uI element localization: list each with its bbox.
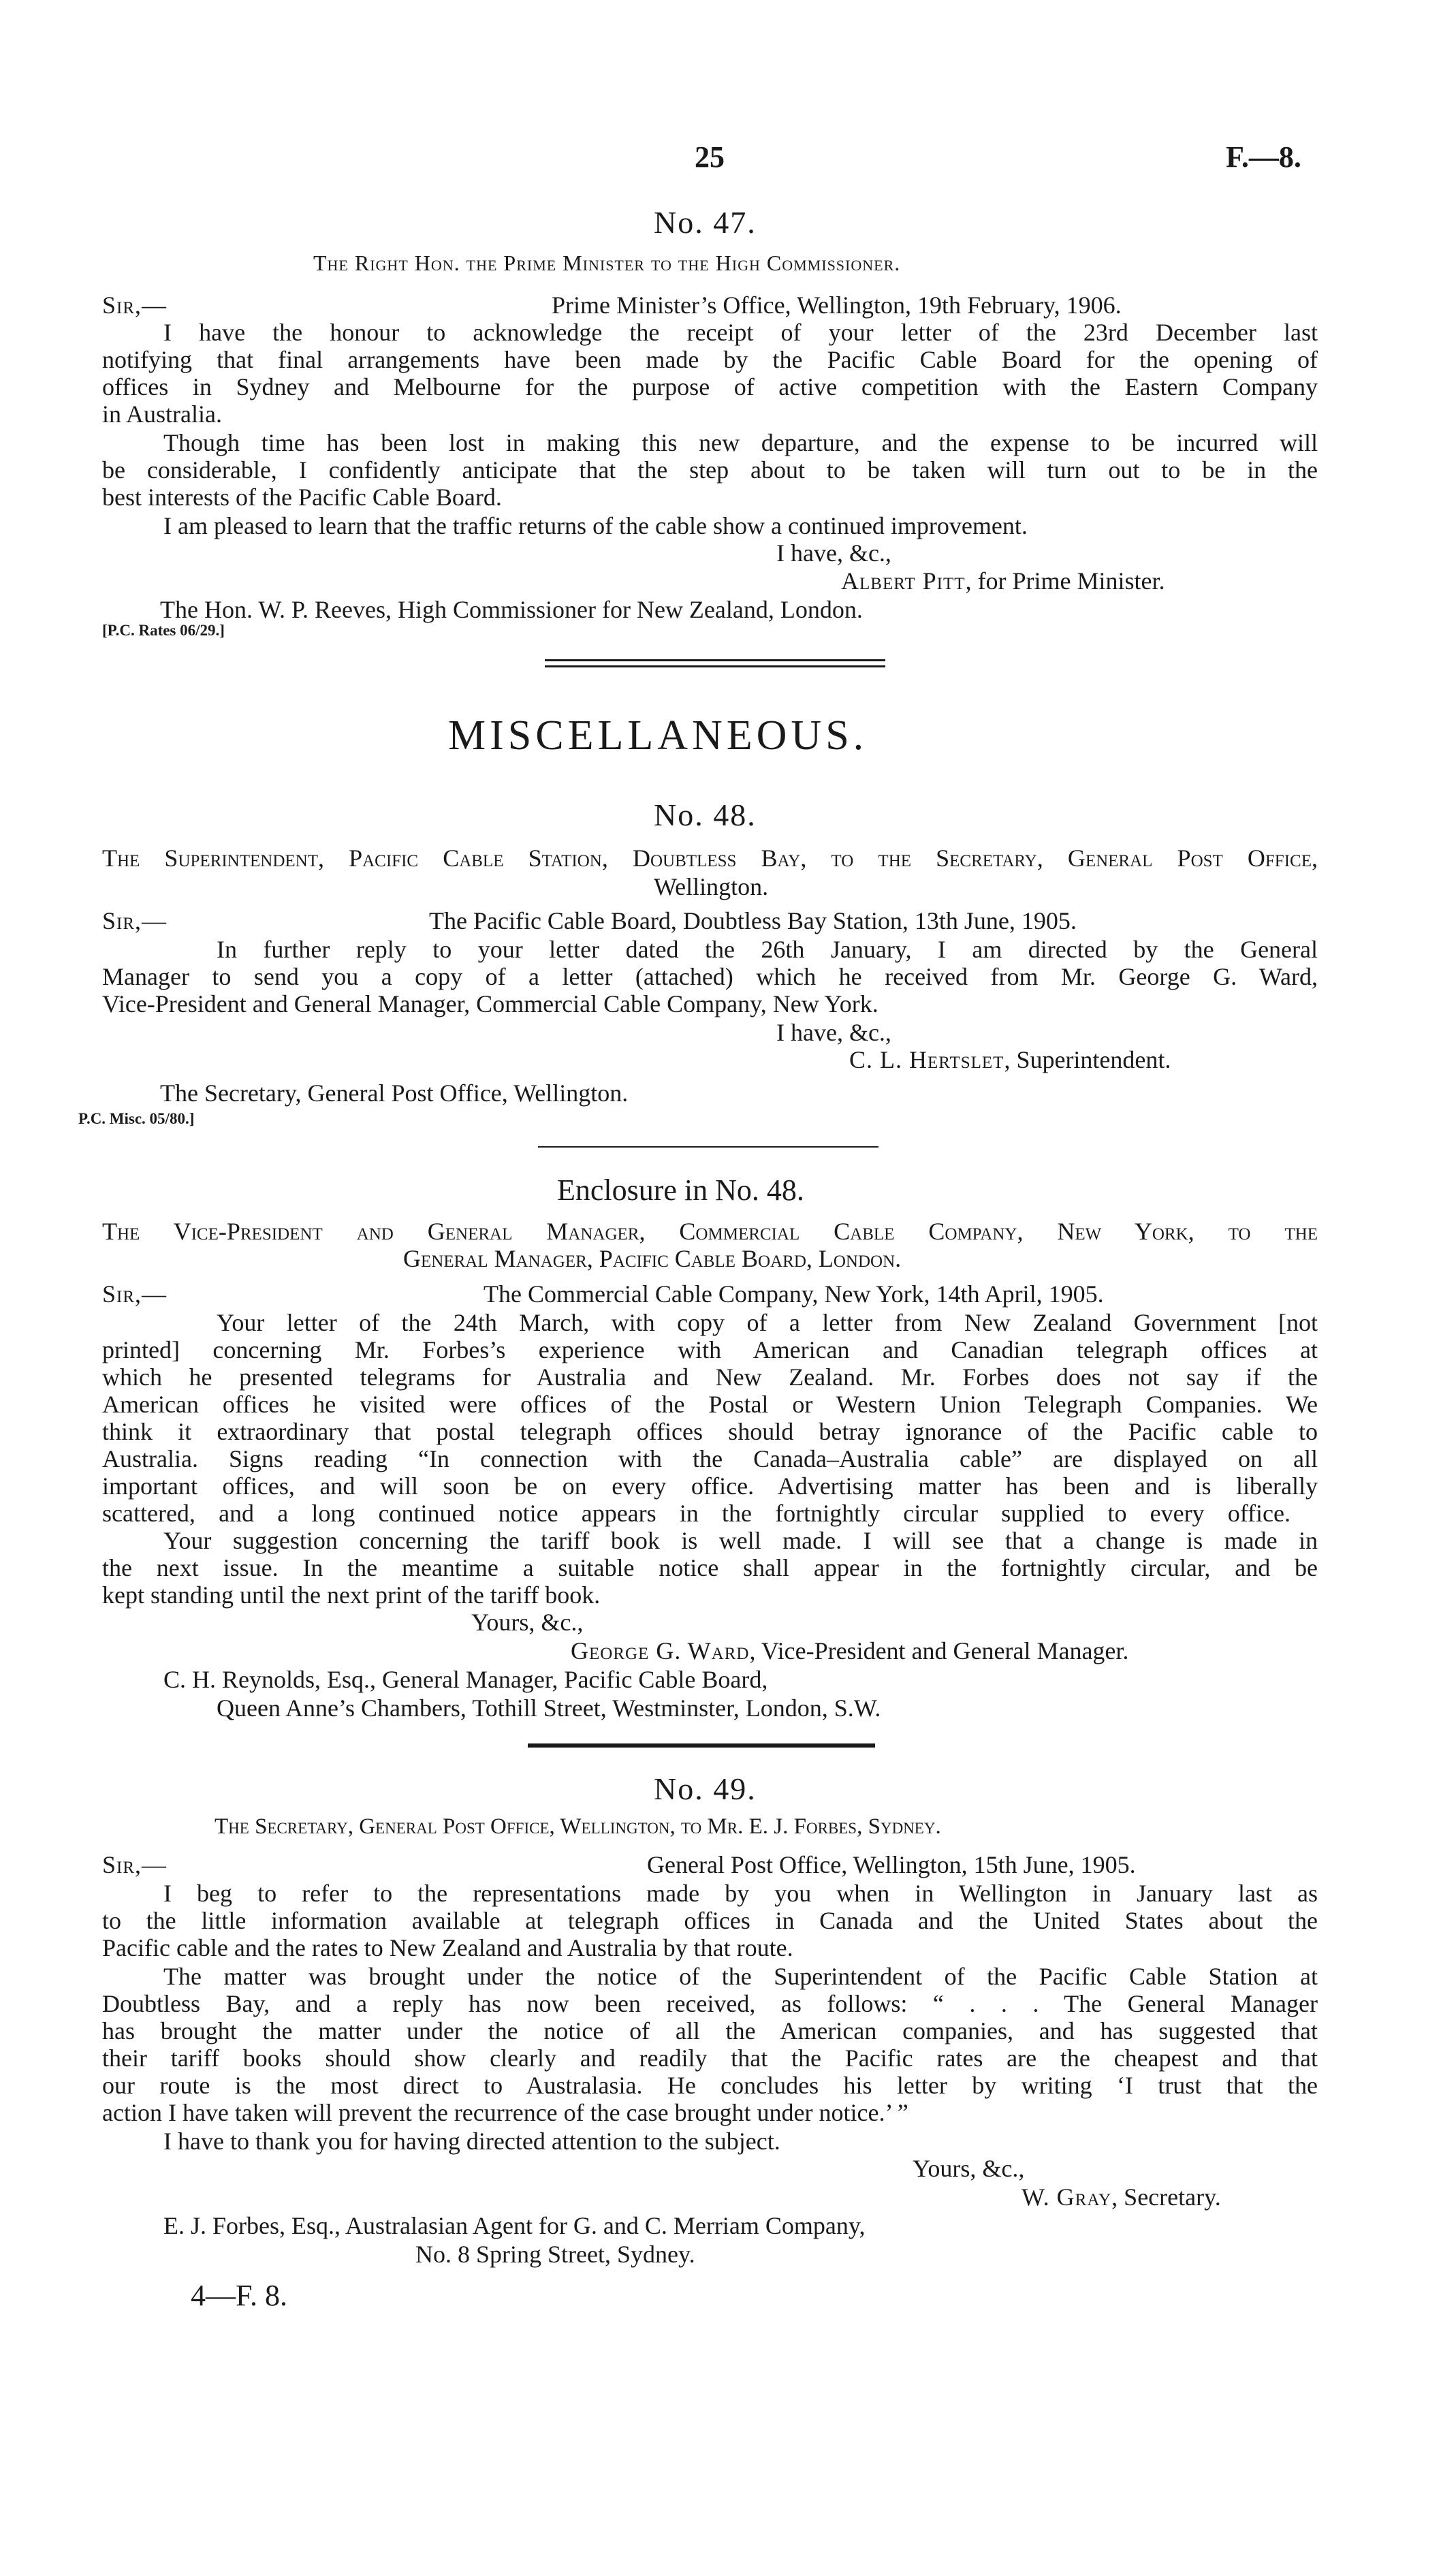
paragraph-line: think it extraordinary that postal telegraph offices should betray ignorance of the Pacific cable to [102, 1418, 1318, 1445]
addressee-no49-line2: No. 8 Spring Street, Sydney. [415, 2241, 695, 2268]
paragraph-line: Manager to send you a copy of a letter (attached) which he received from Mr. George G. Ward, [102, 963, 1318, 990]
addressee-no47: The Hon. W. P. Reeves, High Commissioner for New Zealand, London. [160, 596, 863, 623]
addressee-enclosure: C. H. Reynolds, Esq., General Manager, Pacific Cable Board, [163, 1666, 768, 1693]
addressee-enclosure-line2: Queen Anne’s Chambers, Tothill Street, Westminster, London, S.W. [217, 1694, 881, 1722]
salutation-no49: Sir,— [102, 1851, 168, 1878]
letter-from-to-no47: The Right Hon. the Prime Minister to the High Commissioner. [313, 251, 901, 275]
signature-enclosure [571, 1637, 1128, 1664]
letter-heading-no47: No. 47. [654, 205, 757, 240]
paragraph-line: kept standing until the next print of the tariff book. [102, 1581, 601, 1609]
paragraph-line: the next issue. In the meantime a suitable notice shall appear in the fortnightly circular, and be [102, 1554, 1318, 1581]
signature-name: Albert Pitt [841, 567, 966, 595]
paragraph-line: which he presented telegrams for Australia and New Zealand. Mr. Forbes does not say if the [102, 1363, 1318, 1391]
letter-heading-no49: No. 49. [654, 1771, 757, 1806]
paragraph-line: I am pleased to learn that the traffic returns of the cable show a continued improvement. [163, 512, 1028, 539]
dateline-enclosure: The Commercial Cable Company, New York, 14th April, 1905. [484, 1280, 1104, 1308]
paragraph-line: I have to thank you for having directed attention to the subject. [163, 2128, 780, 2155]
paragraph-line: our route is the most direct to Australasia. He concludes his letter by writing ‘I trust that the [102, 2072, 1318, 2099]
section-divider [545, 659, 885, 661]
paragraph-line: notifying that final arrangements have been made by the Pacific Cable Board for the opening of [102, 346, 1318, 373]
document-code: F.—8. [1226, 140, 1301, 174]
signature-no48 [849, 1046, 1171, 1073]
paragraph-line: important offices, and will soon be on every office. Advertising matter has been and is liberally [102, 1472, 1318, 1500]
enclosure-from-to-line2: General Manager, Pacific Cable Board, London. [403, 1245, 902, 1272]
signature-name: C. L. Hertslet [849, 1046, 1004, 1073]
dateline-no47: Prime Minister’s Office, Wellington, 19th February, 1906. [552, 291, 1122, 319]
section-divider [528, 1743, 875, 1748]
paragraph-line: Australia. Signs reading “In connection with the Canada–Australia cable” are displayed on all [102, 1445, 1318, 1472]
closing-no49: Yours, &c., [913, 2155, 1025, 2182]
salutation-no47: Sir,— [102, 291, 168, 319]
signature-name: George G. Ward [571, 1637, 750, 1664]
paragraph-line: their tariff books should show clearly and readily that the Pacific rates are the cheapest and that [102, 2044, 1318, 2072]
paragraph-line: be considerable, I confidently anticipate that the step about to be taken will turn out to be in the [102, 456, 1318, 484]
section-divider [545, 665, 885, 667]
section-divider [538, 1146, 879, 1148]
paragraph-line: American offices he visited were offices of the Postal or Western Union Telegraph Companies. We [102, 1391, 1318, 1418]
paragraph-line: In further reply to your letter dated the 26th January, I am directed by the General [217, 936, 1318, 963]
paragraph-line: has brought the matter under the notice of all the American companies, and has suggested that [102, 2017, 1318, 2044]
paragraph-line: Vice-President and General Manager, Commercial Cable Company, New York. [102, 990, 879, 1017]
paragraph-line: Your suggestion concerning the tariff book is well made. I will see that a change is made in [163, 1527, 1318, 1554]
page-number: 25 [695, 140, 725, 174]
paragraph-line: best interests of the Pacific Cable Board. [102, 484, 502, 511]
addressee-no49: E. J. Forbes, Esq., Australasian Agent for G. and C. Merriam Company, [163, 2212, 866, 2239]
signature-role: , Superintendent. [1004, 1046, 1171, 1073]
enclosure-heading-no48: Enclosure in No. 48. [557, 1173, 804, 1207]
salutation-enclosure: Sir,— [102, 1280, 168, 1308]
letter-from-to-no48-line2: Wellington. [654, 873, 769, 900]
paragraph-line: Doubtless Bay, and a reply has now been received, as follows: “ . . . The General Manager [102, 1990, 1318, 2017]
paragraph-line: offices in Sydney and Melbourne for the purpose of active competition with the Eastern Company [102, 373, 1318, 400]
paragraph-line: scattered, and a long continued notice appears in the fortnightly circular supplied to every office. [102, 1500, 1291, 1527]
paragraph-line: in Australia. [102, 400, 222, 428]
closing-no47: I have, &c., [776, 539, 891, 567]
printer-signature: 4—F. 8. [191, 2279, 287, 2312]
dateline-no49: General Post Office, Wellington, 15th June, 1905. [647, 1851, 1136, 1878]
letter-heading-no48: No. 48. [654, 798, 757, 832]
enclosure-from-to: The Vice-President and General Manager, Commercial Cable Company, New York, to the [102, 1218, 1318, 1245]
paragraph-line: I beg to refer to the representations made by you when in Wellington in January last as [163, 1880, 1318, 1907]
letter-from-to-no49: The Secretary, General Post Office, Wellington, to Mr. E. J. Forbes, Sydney. [215, 1814, 941, 1839]
signature-role: , for Prime Minister. [965, 567, 1165, 595]
paragraph-line: Though time has been lost in making this new departure, and the expense to be incurred will [163, 429, 1318, 456]
closing-enclosure: Yours, &c., [471, 1609, 584, 1636]
paragraph-line: printed] concerning Mr. Forbes’s experience with American and Canadian telegraph offices at [102, 1336, 1318, 1363]
paragraph-line: The matter was brought under the notice of the Superintendent of the Pacific Cable Station at [163, 1963, 1318, 1990]
signature-role: , Vice-President and General Manager. [749, 1637, 1129, 1664]
letter-from-to-no48: The Superintendent, Pacific Cable Station, Doubtless Bay, to the Secretary, General Post Office, [102, 844, 1318, 872]
paragraph-line: to the little information available at telegraph offices in Canada and the United States about the [102, 1907, 1318, 1934]
paragraph-line: Your letter of the 24th March, with copy of a letter from New Zealand Government [not [217, 1309, 1318, 1336]
paragraph-line: I have the honour to acknowledge the receipt of your letter of the 23rd December last [163, 319, 1318, 346]
dateline-no48: The Pacific Cable Board, Doubtless Bay Station, 13th June, 1905. [429, 907, 1077, 934]
closing-no48: I have, &c., [776, 1019, 891, 1046]
file-reference-no48: P.C. Misc. 05/80.] [78, 1110, 195, 1127]
signature-name: W. Gray [1022, 2183, 1112, 2211]
paragraph-line: action I have taken will prevent the recurrence of the case brought under notice.’ ” [102, 2099, 908, 2126]
signature-no49 [1022, 2183, 1221, 2211]
paragraph-line: Pacific cable and the rates to New Zealand and Australia by that route. [102, 1934, 793, 1961]
file-reference-no47: [P.C. Rates 06/29.] [102, 622, 225, 639]
signature-no47 [841, 567, 1165, 595]
addressee-no48: The Secretary, General Post Office, Wellington. [160, 1079, 629, 1107]
salutation-no48: Sir,— [102, 907, 168, 934]
signature-role: , Secretary. [1111, 2183, 1221, 2211]
section-title: MISCELLANEOUS. [448, 712, 868, 759]
